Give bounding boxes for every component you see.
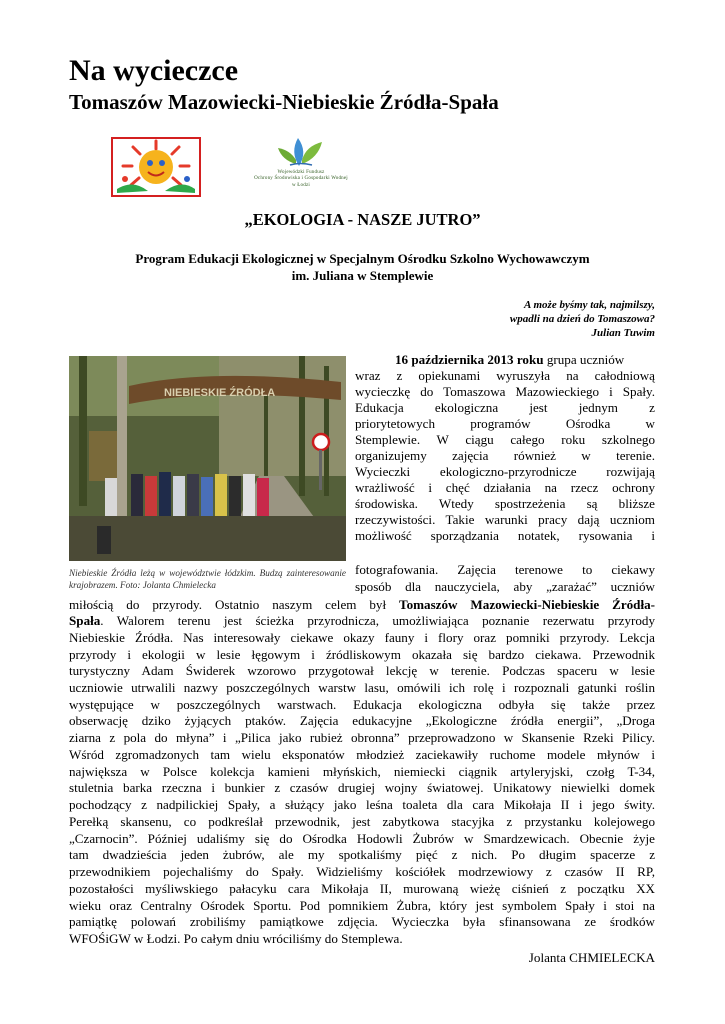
article-date: 16 października 2013 roku bbox=[395, 352, 544, 367]
page-title: Na wycieczce bbox=[69, 54, 239, 87]
article-line: pochodzący z nadpilickiej Spały, a służący jako leśna toaleta dla cara Mikołaja II i jego świty. bbox=[69, 797, 655, 812]
article-line: „Czarnocin”. Później udaliśmy się do Ośrodka Hodowli Żubrów w Smardzewicach. Obecnie żyje bbox=[69, 831, 655, 846]
article-line: największa w Polsce kolekcja kamieni młyńskich, niemiecki ciągnik artyleryjski, czołg T-34, bbox=[69, 764, 655, 779]
article-line: sposób dla nauczyciela, aby „zarażać” uczniów bbox=[355, 579, 655, 594]
article-line: ziarna z pola do młyna” i „Pilica jako rubież obronna” przeprowadzono w Skansenie Rzeki Pilicy. bbox=[69, 730, 655, 745]
article-line: Spała. Walorem terenu jest ścieżka przyrodnicza, umożliwiająca poznanie rezerwatu przyrody bbox=[69, 613, 655, 628]
article-line: możliwość sporządzania notatek, rysowania i bbox=[355, 528, 655, 543]
epigraph: A może byśmy tak, najmilszy, wpadli na dzień do Tomaszowa? Julian Tuwim bbox=[509, 299, 655, 339]
article-line: Wycieczki ekologiczno-przyrodnicze rozwijają bbox=[355, 464, 655, 479]
article-line: WFOŚiGW w Łodzi. Po całym dniu wróciliśmy do Stemplewa. bbox=[69, 931, 403, 946]
article-line: obserwację dziko żyjących ptaków. Zajęcia edukacyjne „Ekologiczne źródła energii”, „Droga bbox=[69, 713, 655, 728]
article-line: środowiska. Wtedy spostrzeżenia są bliższe bbox=[355, 496, 655, 511]
author-signature: Jolanta CHMIELECKA bbox=[528, 950, 655, 965]
page-subtitle: Tomaszów Mazowiecki-Niebieskie Źródła-Spała bbox=[69, 90, 499, 114]
photo-caption: Niebieskie Źródła leżą w województwie łódzkim. Budzą zainteresowanie krajobrazem. Foto: Jolanta Chmielecka bbox=[69, 568, 346, 590]
article-line: miłością do przyrody. Ostatnio naszym celem był Tomaszów Mazowiecki-Niebieskie Źródła- bbox=[69, 597, 655, 612]
wfosigw-tree-logo-icon bbox=[238, 134, 364, 204]
sun-mascot-logo-icon bbox=[111, 137, 201, 197]
article-line: turystyczny Adam Świderek wzorowo przygotował lekcję w terenie. Podczas spaceru w lesie bbox=[69, 663, 655, 678]
article-line: tam dwadzieścia jeden żubrów, ale my spotkaliśmy pięć z nich. Po długim spacerze z bbox=[69, 847, 655, 862]
article-line: pozostałości myśliwskiego pałacyku cara Mikołaja II, murowaną wieżę ciśnień z początku XX bbox=[69, 881, 655, 896]
article-line: 16 października 2013 roku grupa uczniów bbox=[395, 352, 625, 367]
article-line: rzeczywistości. Takie warunki pracy dają uczniom bbox=[355, 512, 655, 527]
article-line: uczniowie utrwalili nazwy poszczególnych warstw lasu, omówili ich rolę i rozpoznali gatunki roślin bbox=[69, 680, 655, 695]
program-name: Program Edukacji Ekologicznej w Specjalnym Ośrodku Szkolno Wychowawczym im. Juliana w Stemplewie bbox=[135, 251, 590, 283]
article-line: Niebieskie Źródła. Nas interesowały ciekawe okazy fauny i flory oraz pomniki przyrody. Lekcja bbox=[69, 630, 655, 645]
program-slogan: „EKOLOGIA - NASZE JUTRO” bbox=[244, 210, 481, 229]
article-line: stuletnia barka rzeczna i bunkier z czasów drugiej wojny światowej. Unikatowy niewielki domek bbox=[69, 780, 655, 795]
article-line: Wśród zgromadzonych tam wielu eksponatów młodzież zaciekawiły ruchome modele młynów i bbox=[69, 747, 655, 762]
article-line: Edukacja ekologiczna jest jednym z bbox=[355, 400, 655, 415]
article-line: Stemplewie. W ciągu całego roku szkolnego bbox=[355, 432, 655, 447]
article-line: przewodnikiem pojechaliśmy do Spały. Widzieliśmy kościółek modrzewiowy z czasów II RP, bbox=[69, 864, 655, 879]
article-line: fotografowania. Zajęcia terenowe to ciekawy bbox=[355, 562, 655, 577]
article-line: Perełką skansenu, co podkreślał przewodnik, jest zabytkowa stacyjka z przystanku kolejowego bbox=[69, 814, 655, 829]
article-line: przyrody i ekologii w lesie łęgowym i źródliskowym okazała się bardzo ciekawa. Przewodnik bbox=[69, 647, 655, 662]
article-line: organizujemy zajęcia również w terenie. bbox=[355, 448, 655, 463]
article-line: priorytetowych programów Ośrodka w bbox=[355, 416, 655, 431]
group-photo bbox=[69, 356, 346, 561]
article-line: pamiątkę polowań zrobiliśmy pamiątkowe zdjęcia. Wycieczka była sfinansowana ze środków bbox=[69, 914, 655, 929]
article-line: wycieczkę do Tomaszowa Mazowieckiego i Spały. bbox=[355, 384, 655, 399]
wfosigw-logo-text: Wojewódzki Fundusz Ochrony Środowiska i Gospodarki Wodnej w Łodzi bbox=[254, 170, 348, 188]
article-line: wraz z opiekunami wyruszyła na całodniową bbox=[355, 368, 655, 383]
sign-text: NIEBIESKIE ŹRÓDŁA bbox=[164, 387, 276, 399]
article-line: wieku oraz Centralny Ośrodek Sportu. Pod pomnikiem Żubra, który jest symbolem Spały i stoi na bbox=[69, 898, 655, 913]
article-line: występujące w poszczególnych warstwach. Edukacja ekologiczna odbyła się także przez bbox=[69, 697, 655, 712]
article-line: wrażliwość i chęć działania na rzecz ochrony bbox=[355, 480, 655, 495]
